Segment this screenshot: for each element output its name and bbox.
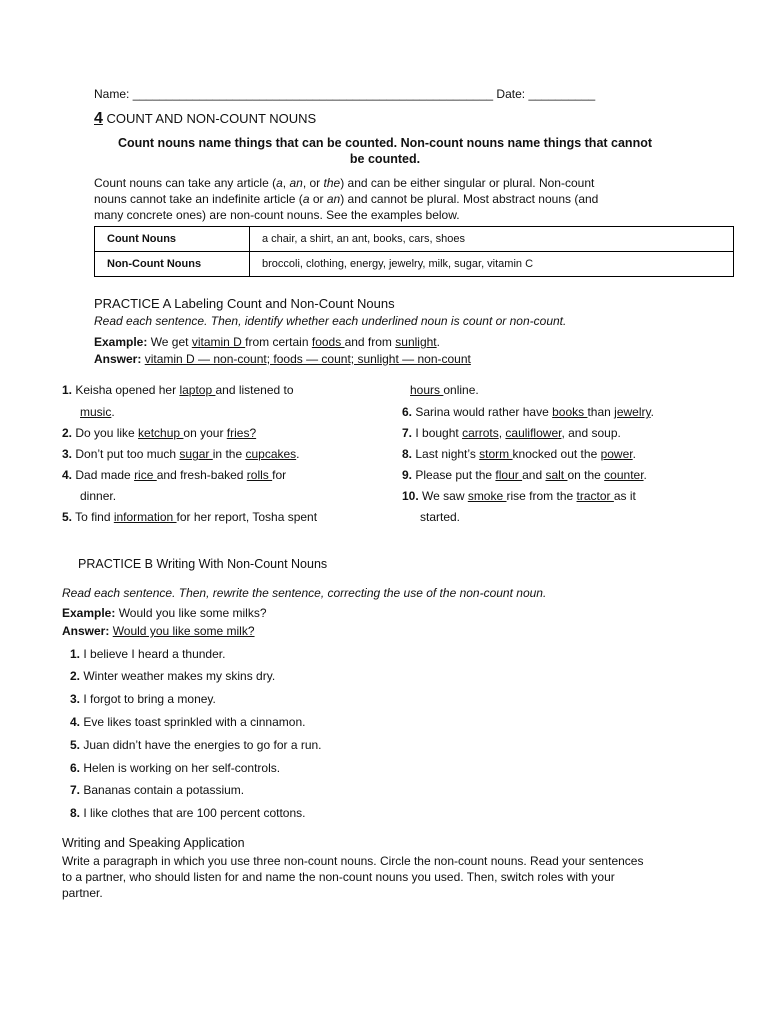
list-item: 4. Dad made rice and fresh-baked rolls for [62,468,287,482]
list-item: 4. Eve likes toast sprinkled with a cinnamon. [70,715,306,729]
intro-line-2: nouns cannot take an indefinite article (a or an) and cannot be plural. Most abstract nouns (and [94,192,599,206]
list-item: 2. Do you like ketchup on your fries? [62,426,257,440]
rule-box [94,135,676,167]
list-item: 6. Helen is working on her self-controls. [70,761,281,775]
list-item: 8. Last night’s storm knocked out the power. [402,447,636,461]
practice-b-instructions: Read each sentence. Then, rewrite the sentence, correcting the use of the non-count noun. [62,586,547,600]
practice-a-answer: Answer: vitamin D — non-count; foods — count; sunlight — non-count [94,352,471,366]
intro-line-1: Count nouns can take any article (a, an, or the) and can be either singular or plural. Non-count [94,176,595,190]
list-item: 9. Please put the flour and salt on the counter. [402,468,647,482]
lesson-title: COUNT AND NON-COUNT NOUNS [106,111,317,126]
practice-b-heading: PRACTICE B Writing With Non-Count Nouns [78,557,328,571]
name-date-header [94,86,595,102]
list-item: 7. I bought carrots, cauliflower, and soup. [402,426,621,440]
table-row [95,252,734,277]
list-item: 3. I forgot to bring a money. [70,692,216,706]
application-line-2: to a partner, who should listen for and name the non-count nouns you used. Then, switch roles with your [62,870,615,884]
examples-table [94,226,734,277]
list-item: 1. I believe I heard a thunder. [70,647,226,661]
rule-line-2: be counted. [349,152,421,166]
list-item: 2. Winter weather makes my skins dry. [70,669,276,683]
list-item-continued: music. [80,405,115,419]
intro-line-3: many concrete ones) are non-count nouns. See the examples below. [94,208,460,222]
list-item: 8. I like clothes that are 100 percent cottons. [70,806,306,820]
list-item: 7. Bananas contain a potassium. [70,783,245,797]
application-heading: Writing and Speaking Application [62,836,245,850]
practice-b-example: Example: Would you like some milks? [62,606,267,620]
list-item: 3. Don’t put too much sugar in the cupcakes. [62,447,300,461]
date-line: __________ [528,87,596,101]
list-item: 5. To find information for her report, Tosha spent [62,510,318,524]
practice-b-answer: Answer: Would you like some milk? [62,624,255,638]
rule-line-1: Count nouns name things that can be counted. Non-count nouns name things that cannot [117,136,652,150]
list-item-continued: started. [420,510,461,524]
practice-a-heading: PRACTICE A Labeling Count and Non-Count Nouns [94,296,395,311]
intro-paragraph [94,175,694,223]
table-key: Non-Count Nouns [95,252,250,277]
application-paragraph [62,853,752,901]
name-line: ______________________________________________________ [132,87,494,101]
list-item: 5. Juan didn’t have the energies to go for a run. [70,738,322,752]
page-title [94,110,316,128]
list-item: 10. We saw smoke rise from the tractor as it [402,489,636,503]
table-row [95,227,734,252]
table-value: broccoli, clothing, energy, jewelry, milk, sugar, vitamin C [250,252,734,277]
list-item: 6. Sarina would rather have books than jewelry. [402,405,654,419]
list-item-continued: dinner. [80,489,117,503]
practice-a-instructions: Read each sentence. Then, identify whether each underlined noun is count or non-count. [94,314,567,328]
table-key: Count Nouns [95,227,250,252]
lesson-number: 4 [94,110,103,127]
practice-a-example: Example: We get vitamin D from certain foods and from sunlight. [94,335,440,349]
table-value: a chair, a shirt, an ant, books, cars, shoes [250,227,734,252]
application-line-3: partner. [62,886,103,900]
list-item-continued: hours online. [410,383,479,397]
list-item: 1. Keisha opened her laptop and listened to [62,383,294,397]
name-label: Name: [94,87,130,101]
date-label: Date: [496,87,526,101]
application-line-1: Write a paragraph in which you use three non-count nouns. Circle the non-count nouns. Read your sentences [62,854,644,868]
